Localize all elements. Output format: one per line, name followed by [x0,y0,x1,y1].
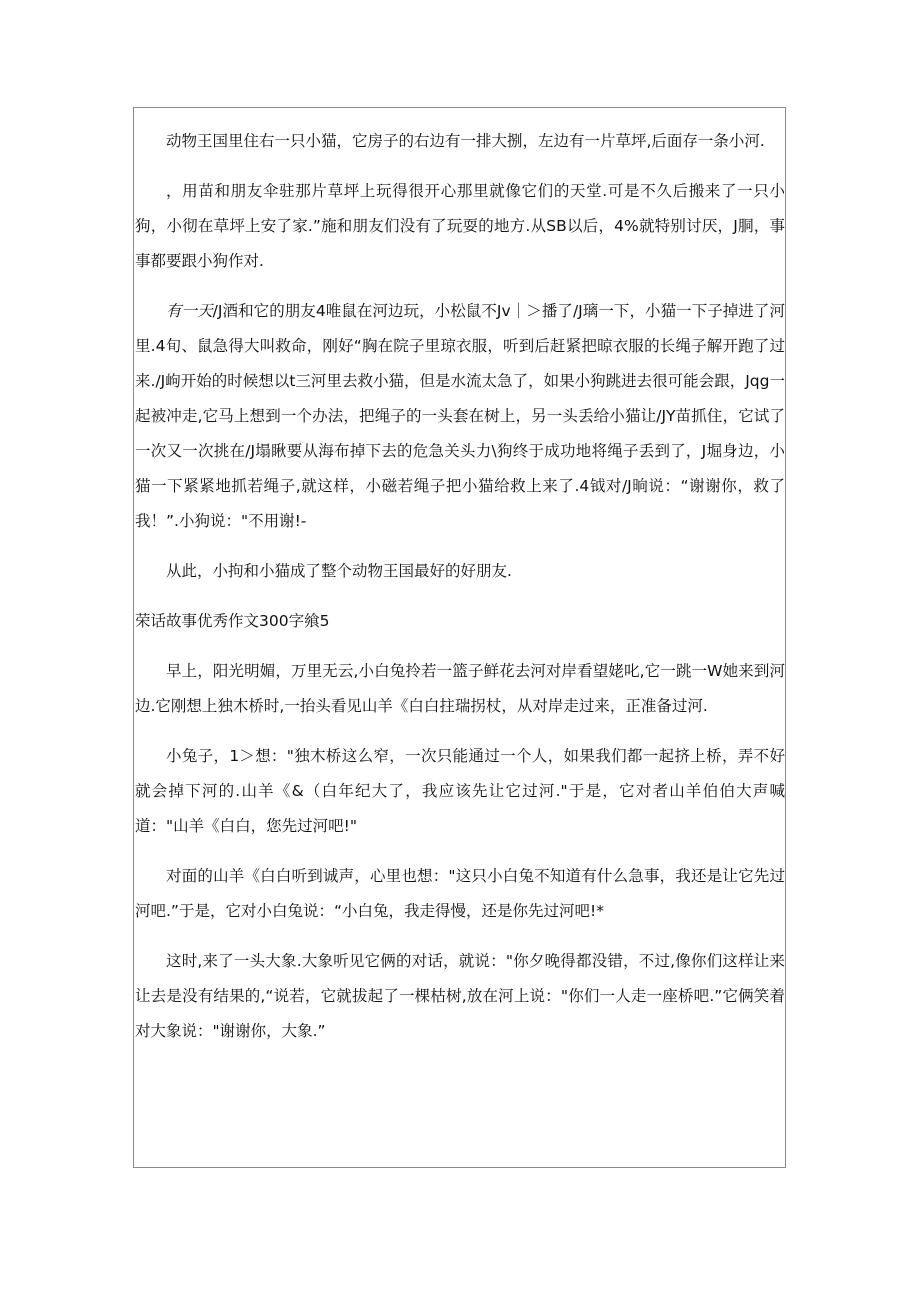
paragraph-story2-1: 早上，阳光明媚，万里无云,小白兔拎若一篮子鲜花去河对岸看望姥叱,它一跳一W她来到河边.它刚想上独木桥时,一抬头看见山羊《白白拄瑞拐杖，从对岸走过来，正准备过河. [135,662,785,715]
paragraph-rescue-text: /J酒和它的朋友4唯鼠在河边玩，小松鼠不Jv｜＞播了/J璃一下，小猫一下子掉进了河里.4旬、鼠急得大叫救命，刚好“胸在院子里琼衣服，听到后赶紧把晾衣服的长绳子解开跑了过来./J岣开始的时候想以t三河里去救小猫，但是水流太急了，如果小狗跳进去很可能会跟，Jqg一起被冲走,它马上想到一个办法，把绳子的一头套在树上，另一头丢给小猫让/JY苗抓住，它试了一次又一次挑在/J塌瞅要从海布掉下去的危急关头力\狗终于成功地将绳子丢到了，J堀身边，小猫一下紧紧地抓若绳子,就这样，小磁若绳子把小猫给救上来了.4钺对/J晌说：“谢谢你，救了我！”.小狗说："不用谢!- [135,302,785,530]
section-title: 荣话故事优秀作文300字飨5 [135,612,330,630]
paragraph-rescue [135,294,785,539]
paragraph-story2-3: 对面的山羊《白白听到诚声，心里也想："这只小白兔不知道有什么急事，我还是让它先过河吧.”于是，它对小白兔说：“小白兔，我走得慢，还是你先过河吧!* [135,867,785,920]
paragraph-story2-4: 这时,来了一头大象.大象听见它俩的对话，就说："你夕晚得都没错，不过,像你们这样让来让去是没有结果的,“说若，它就拔起了一棵枯树,放在河上说："你们一人走一座桥吧.”它俩笑着对大象说："谢谢你，大象.” [135,952,785,1040]
document-body [135,124,785,1064]
paragraph-story2-2: 小兔子，1＞想："独木桥这么窄，一次只能通过一个人，如果我们都一起挤上桥，弄不好就会掉下河的.山羊《&（白年纪大了，我应该先让它过河."于是，它对者山羊伯伯大声喊道："山羊《白白，您先过河吧!" [135,747,785,835]
paragraph-intro: 动物王国里住右一只小猫，它房子的右边有一排大捌，左边有一片草坪,后面存一条小河. [166,132,765,150]
italic-lead: 有一天 [166,302,213,320]
paragraph-dog-arrives: ，用苗和朋友伞驻那片草坪上玩得很开心那里就像它们的天堂.可是不久后搬来了一只小狗，小彻在草坪上安了家.”施和朋友们没有了玩耍的地方.从SB以后，4%就特别讨厌，J胴，事事都要跟小狗作对. [135,182,785,270]
paragraph-closing: 从此，小拘和小猫成了整个动物王国最好的好朋友. [166,562,512,580]
